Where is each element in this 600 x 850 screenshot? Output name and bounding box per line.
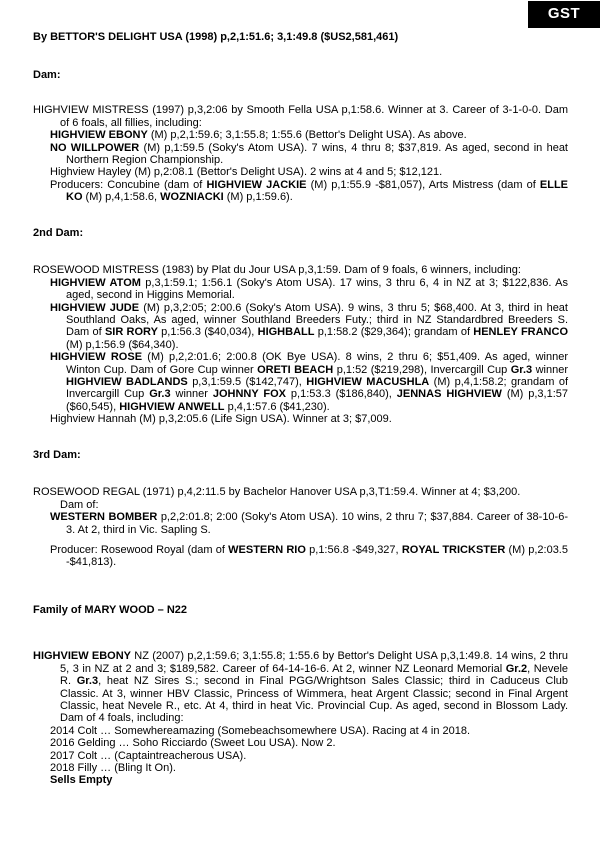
body-text: 2014 Colt … Somewhereamazing (Somebeachsomewhere USA). Racing at 4 in 2018. — [50, 724, 471, 737]
pedigree-paragraph — [33, 486, 568, 511]
emphasis-text: HIGHVIEW MACUSHLA — [306, 376, 430, 389]
body-text: winner — [532, 363, 568, 376]
pedigree-paragraph — [33, 413, 568, 425]
pedigree-paragraph — [33, 544, 568, 569]
body-text: p,3,1:59.5 ($142,747), — [187, 376, 307, 389]
body-text: p,1:58.2 ($29,364); grandam of — [314, 326, 474, 339]
emphasis-text: HIGHVIEW EBONY — [50, 129, 148, 142]
pedigree-paragraph — [33, 774, 568, 786]
second-dam-heading: 2nd Dam: — [33, 227, 84, 239]
body-text: , heat NZ Sires S.; second in Final PGG/Wrightson Sales Classic; third in Caduceus Club Classic. At 3, winner HBV Classic, Princess of Wimmera, heat Argent Classic; second in Final Argent Classic, heat Nevele R., etc. At 4, third in heat Vic. Provincial Cup. As aged, second in Blossom Lady. Dam of 4 foals, including: — [60, 675, 569, 725]
emphasis-text: NO WILLPOWER — [50, 141, 140, 154]
pedigree-paragraph — [33, 762, 568, 774]
emphasis-text: WOZNIACKI — [160, 191, 224, 204]
body-text: p,1:56.3 ($40,034), — [157, 326, 258, 339]
pedigree-paragraph — [33, 179, 568, 204]
body-text: p,4,1:57.6 ($41,230). — [224, 400, 330, 413]
emphasis-text: HIGHVIEW ATOM — [50, 276, 141, 289]
gst-badge: GST — [528, 1, 600, 28]
body-text: (M) p,1:55.9 -$81,057), Arts Mistress (dam of — [306, 178, 540, 191]
section-3rd-dam — [33, 449, 568, 569]
body-text: (M) p,2,2:01.6; 2:00.8 (OK Bye USA). 8 wins, 2 thru 6; $51,409. As aged, winner Winton Cup. Dam of Gore Cup winner — [66, 351, 568, 376]
pedigree-paragraph — [33, 725, 568, 737]
emphasis-text: WESTERN BOMBER — [50, 511, 158, 524]
body-text: HIGHVIEW MISTRESS (1997) p,3,2:06 by Smooth Fella USA p,1:58.6. Winner at 3. Career of 3-1-0-0. Dam of 6 foals, all fillies, including: — [33, 104, 568, 129]
body-text: (M) p,1:59.6). — [223, 191, 293, 204]
section-dam — [33, 69, 568, 204]
emphasis-text: HIGHVIEW ROSE — [50, 351, 143, 364]
pedigree-paragraph — [33, 750, 568, 762]
body-text: Highview Hayley (M) p,2:08.1 (Bettor's Delight USA). 2 wins at 4 and 5; $12,121. — [50, 166, 443, 179]
body-text: p,1:56.8 -$49,327, — [305, 544, 402, 557]
pedigree-paragraph — [33, 264, 568, 276]
emphasis-text: HENLEY FRANCO — [473, 326, 568, 339]
body-text: (M) p,2,1:59.6; 3,1:55.8; 1:55.6 (Bettor's Delight USA). As above. — [147, 129, 467, 142]
pedigree-paragraph — [33, 277, 568, 302]
pedigree-paragraph — [33, 511, 568, 536]
body-text: ROSEWOOD REGAL (1971) p,4,2:11.5 by Bachelor Hanover USA p,3,T1:59.4. Winner at 4; $3,200. — [33, 486, 521, 499]
body-text: NZ (2007) p,2,1:59.6; 3,1:55.8; 1:55.6 by Bettor's Delight USA p,3,1:49.8. 14 wins, 2 thru 5, 3 in NZ at 2 and 3; $189,582. Career of 64-14-16-6. At 2, winner NZ Leonard Memorial — [60, 650, 568, 675]
body-text: (M) p,4,1:58.6, — [82, 191, 161, 204]
third-dam-heading: 3rd Dam: — [33, 449, 81, 461]
pedigree-paragraph — [33, 737, 568, 749]
emphasis-text: JOHNNY FOX — [212, 388, 287, 401]
emphasis-text: Gr.3 — [149, 388, 171, 401]
second-dam-paragraphs — [33, 264, 568, 425]
body-text: ROSEWOOD MISTRESS (1983) by Plat du Jour USA p,3,1:59. Dam of 9 foals, 6 winners, including: — [33, 264, 521, 277]
emphasis-text: JENNAS HIGHVIEW — [396, 388, 502, 401]
emphasis-text: HIGHVIEW EBONY — [33, 650, 132, 663]
emphasis-text: HIGHVIEW JUDE — [50, 301, 140, 314]
body-text: p,2,2:01.8; 2:00 (Soky's Atom USA). 10 wins, 2 thru 7; $37,884. Career of 38-10-6-3. At 2, third in Vic. Sapling S. — [66, 511, 568, 536]
emphasis-text: ROYAL TRICKSTER — [401, 544, 506, 557]
body-text: p,1:52 ($219,298), Invercargill Cup — [333, 363, 511, 376]
emphasis-text: Gr.3 — [510, 363, 533, 376]
family-paragraphs — [33, 650, 568, 786]
body-text: 2016 Gelding … Soho Ricciardo (Sweet Lou USA). Now 2. — [50, 737, 336, 750]
body-text: Producers: Concubine (dam of — [50, 178, 207, 191]
body-text: (M) p,1:59.5 (Soky's Atom USA). 7 wins, 4 thru 8; $37,819. As aged, second in heat Northern Region Championship. — [66, 141, 568, 167]
emphasis-text: Gr.3 — [76, 675, 99, 688]
pedigree-paragraph — [33, 650, 568, 724]
emphasis-text: ORETI BEACH — [257, 363, 334, 376]
pedigree-paragraph — [33, 142, 568, 167]
emphasis-text: ELLE KO — [66, 178, 569, 204]
pedigree-paragraph — [33, 129, 568, 141]
emphasis-text: Sells Empty — [50, 774, 113, 787]
emphasis-text: WESTERN RIO — [228, 544, 306, 557]
section-2nd-dam — [33, 227, 568, 426]
body-text: p,3,1:59.1; 1:56.1 (Soky's Atom USA). 17 wins, 3 thru 6, 4 in NZ at 3; $122,836. As aged, second in Higgins Memorial. — [66, 276, 568, 302]
body-text: p,1:53.3 ($186,840), — [286, 388, 397, 401]
pedigree-paragraph — [33, 302, 568, 352]
body-text: 2018 Filly … (Bling It On). — [50, 762, 176, 775]
emphasis-text: HIGHVIEW JACKIE — [206, 178, 307, 191]
body-text: (M) p,3,2:05; 2:00.6 (Soky's Atom USA). 9 wins, 3 thru 5; $68,400. At 3, third in heat Southland Oaks, As aged, winner Southland Breeders Futy.; third in NZ Standardbred Breeders S. Dam of — [66, 301, 568, 339]
pedigree-paragraph — [33, 104, 568, 129]
emphasis-text: Gr.2 — [505, 662, 528, 675]
body-text: Highview Hannah (M) p,3,2:05.6 (Life Sign USA). Winner at 3; $7,009. — [50, 413, 392, 426]
emphasis-text: HIGHBALL — [257, 326, 315, 339]
family-heading: Family of MARY WOOD – N22 — [33, 604, 188, 616]
pedigree-paragraph — [33, 166, 568, 178]
body-text: , Nevele R. — [60, 662, 569, 688]
pedigree-paragraph — [33, 351, 568, 413]
body-text: (M) p,4,1:58.2; grandam of Invercargill Cup — [66, 376, 569, 401]
section-family — [33, 604, 568, 787]
body-text: 2017 Colt … (Captaintreacherous USA). — [50, 749, 247, 762]
body-text: Producer: Rosewood Royal (dam of — [50, 544, 229, 557]
sire-by-line: By BETTOR'S DELIGHT USA (1998) p,2,1:51.6; 3,1:49.8 ($US2,581,461) — [33, 31, 399, 43]
body-text: winner — [170, 388, 213, 401]
emphasis-text: SIR RORY — [104, 326, 158, 339]
body-text: (M) p,3,1:57 ($60,545), — [66, 388, 569, 413]
dam-heading: Dam: — [33, 69, 61, 81]
body-text: (M) p,2:03.5 -$41,813). — [66, 544, 568, 569]
dam-paragraphs — [33, 104, 568, 203]
emphasis-text: HIGHVIEW ANWELL — [119, 400, 225, 413]
emphasis-text: HIGHVIEW BADLANDS — [66, 376, 188, 389]
third-dam-paragraphs — [33, 486, 568, 568]
body-text: (M) p,1:56.9 ($64,340). — [66, 338, 179, 351]
body-text: Dam of: — [60, 498, 99, 511]
